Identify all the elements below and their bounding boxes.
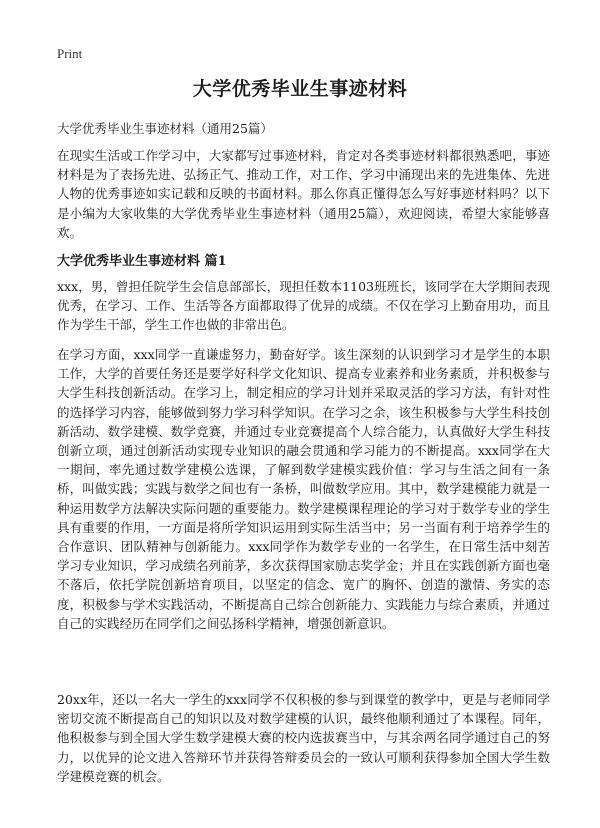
body-paragraph-1: xxx，男，曾担任院学生会信息部部长，现担任数本1103班班长，该同学在大学期间表现优秀，在学习、工作、生活等各方面都取得了优异的成绩。不仅在学习上勤奋用功，而且作为学生干部，学生工作也做的非常出色。: [57, 279, 550, 333]
page-title: 大学优秀毕业生事迹材料: [192, 78, 408, 100]
body-paragraph-2: 在学习方面，xxx同学一直谦虚努力，勤奋好学。该生深刻的认识到学习才是学生的本职工作，大学的首要任务还是要学好科学文化知识、提高专业素养和业务素质，并积极参与大学生科技创新活动。在学习上，制定相应的学习计划并采取灵活的学习方法，有针对性的选择学习内容，能够做到努力学习科学知识。在学习之余，该生积极参与大学生科技创新活动、数学建模、数学竞赛，并通过专业竞赛提高个人综合能力，认真做好大学生科技创新立项，通过创新活动实现专业知识的融会贯通和学习能力的不断提高。xxx同学在大一期间，率先通过数学建模公选课，了解到数学建模实践价值：学习与生活之间有一条桥，叫做实践；实践与数学之间也有一条桥，叫做数学应用。其中，数学建模能力就是一种运用数学方法解决实际问题的重要能力。数学建模课程理论的学习对于数学专业的学生具有重要的作用，一方面是将所学知识运用到实际生活当中；另一当面有利于培养学生的合作意识、团队精神与创新能力。xxx同学作为数学专业的一名学生，在日常生活中刻苦学习专业知识，学习成绩名列前茅，多次获得国家励志奖学金；并且在实践创新方面也毫不落后，依托学院创新培育项目，以坚定的信念、宽广的胸怀、创造的激情、务实的态度，积极参与学术实践活动，不断提高自己综合创新能力、实践能力与综合素质，并通过自己的实践经历在同学们之间弘扬科学精神，增强创新意识。: [57, 347, 550, 631]
body-paragraph-3: 20xx年，还以一名大一学生的xxx同学不仅积极的参与到课堂的教学中，更是与老师同学密切交流不断提高自己的知识以及对数学建模的认识，最终他顺利通过了本课程。同年，他积极参与到全国大学生数学建模大赛的校内选拔赛当中，与其余两名同学通过自己的努力，以优异的论文进入答辩环节并获得答辩委员会的一致认可顺利获得参加全国大学生数学建模竞赛的机会。: [57, 692, 550, 784]
print-link[interactable]: Print: [57, 46, 83, 61]
intro-paragraph: 在现实生活或工作学习中，大家都写过事迹材料，肯定对各类事迹材料都很熟悉吧，事迹材料是为了表扬先进、弘扬正气、推动工作，对工作、学习中涌现出来的先进集体、先进人物的优秀事迹如实记载和反映的书面材料。那么你真正懂得怎么写好事迹材料吗？以下是小编为大家收集的大学优秀毕业生事迹材料（通用25篇），欢迎阅读，希望大家能够喜欢。: [57, 148, 550, 240]
document-subtitle: 大学优秀毕业生事迹材料（通用25篇）: [57, 121, 273, 136]
section-heading: 大学优秀毕业生事迹材料 篇1: [57, 254, 227, 269]
